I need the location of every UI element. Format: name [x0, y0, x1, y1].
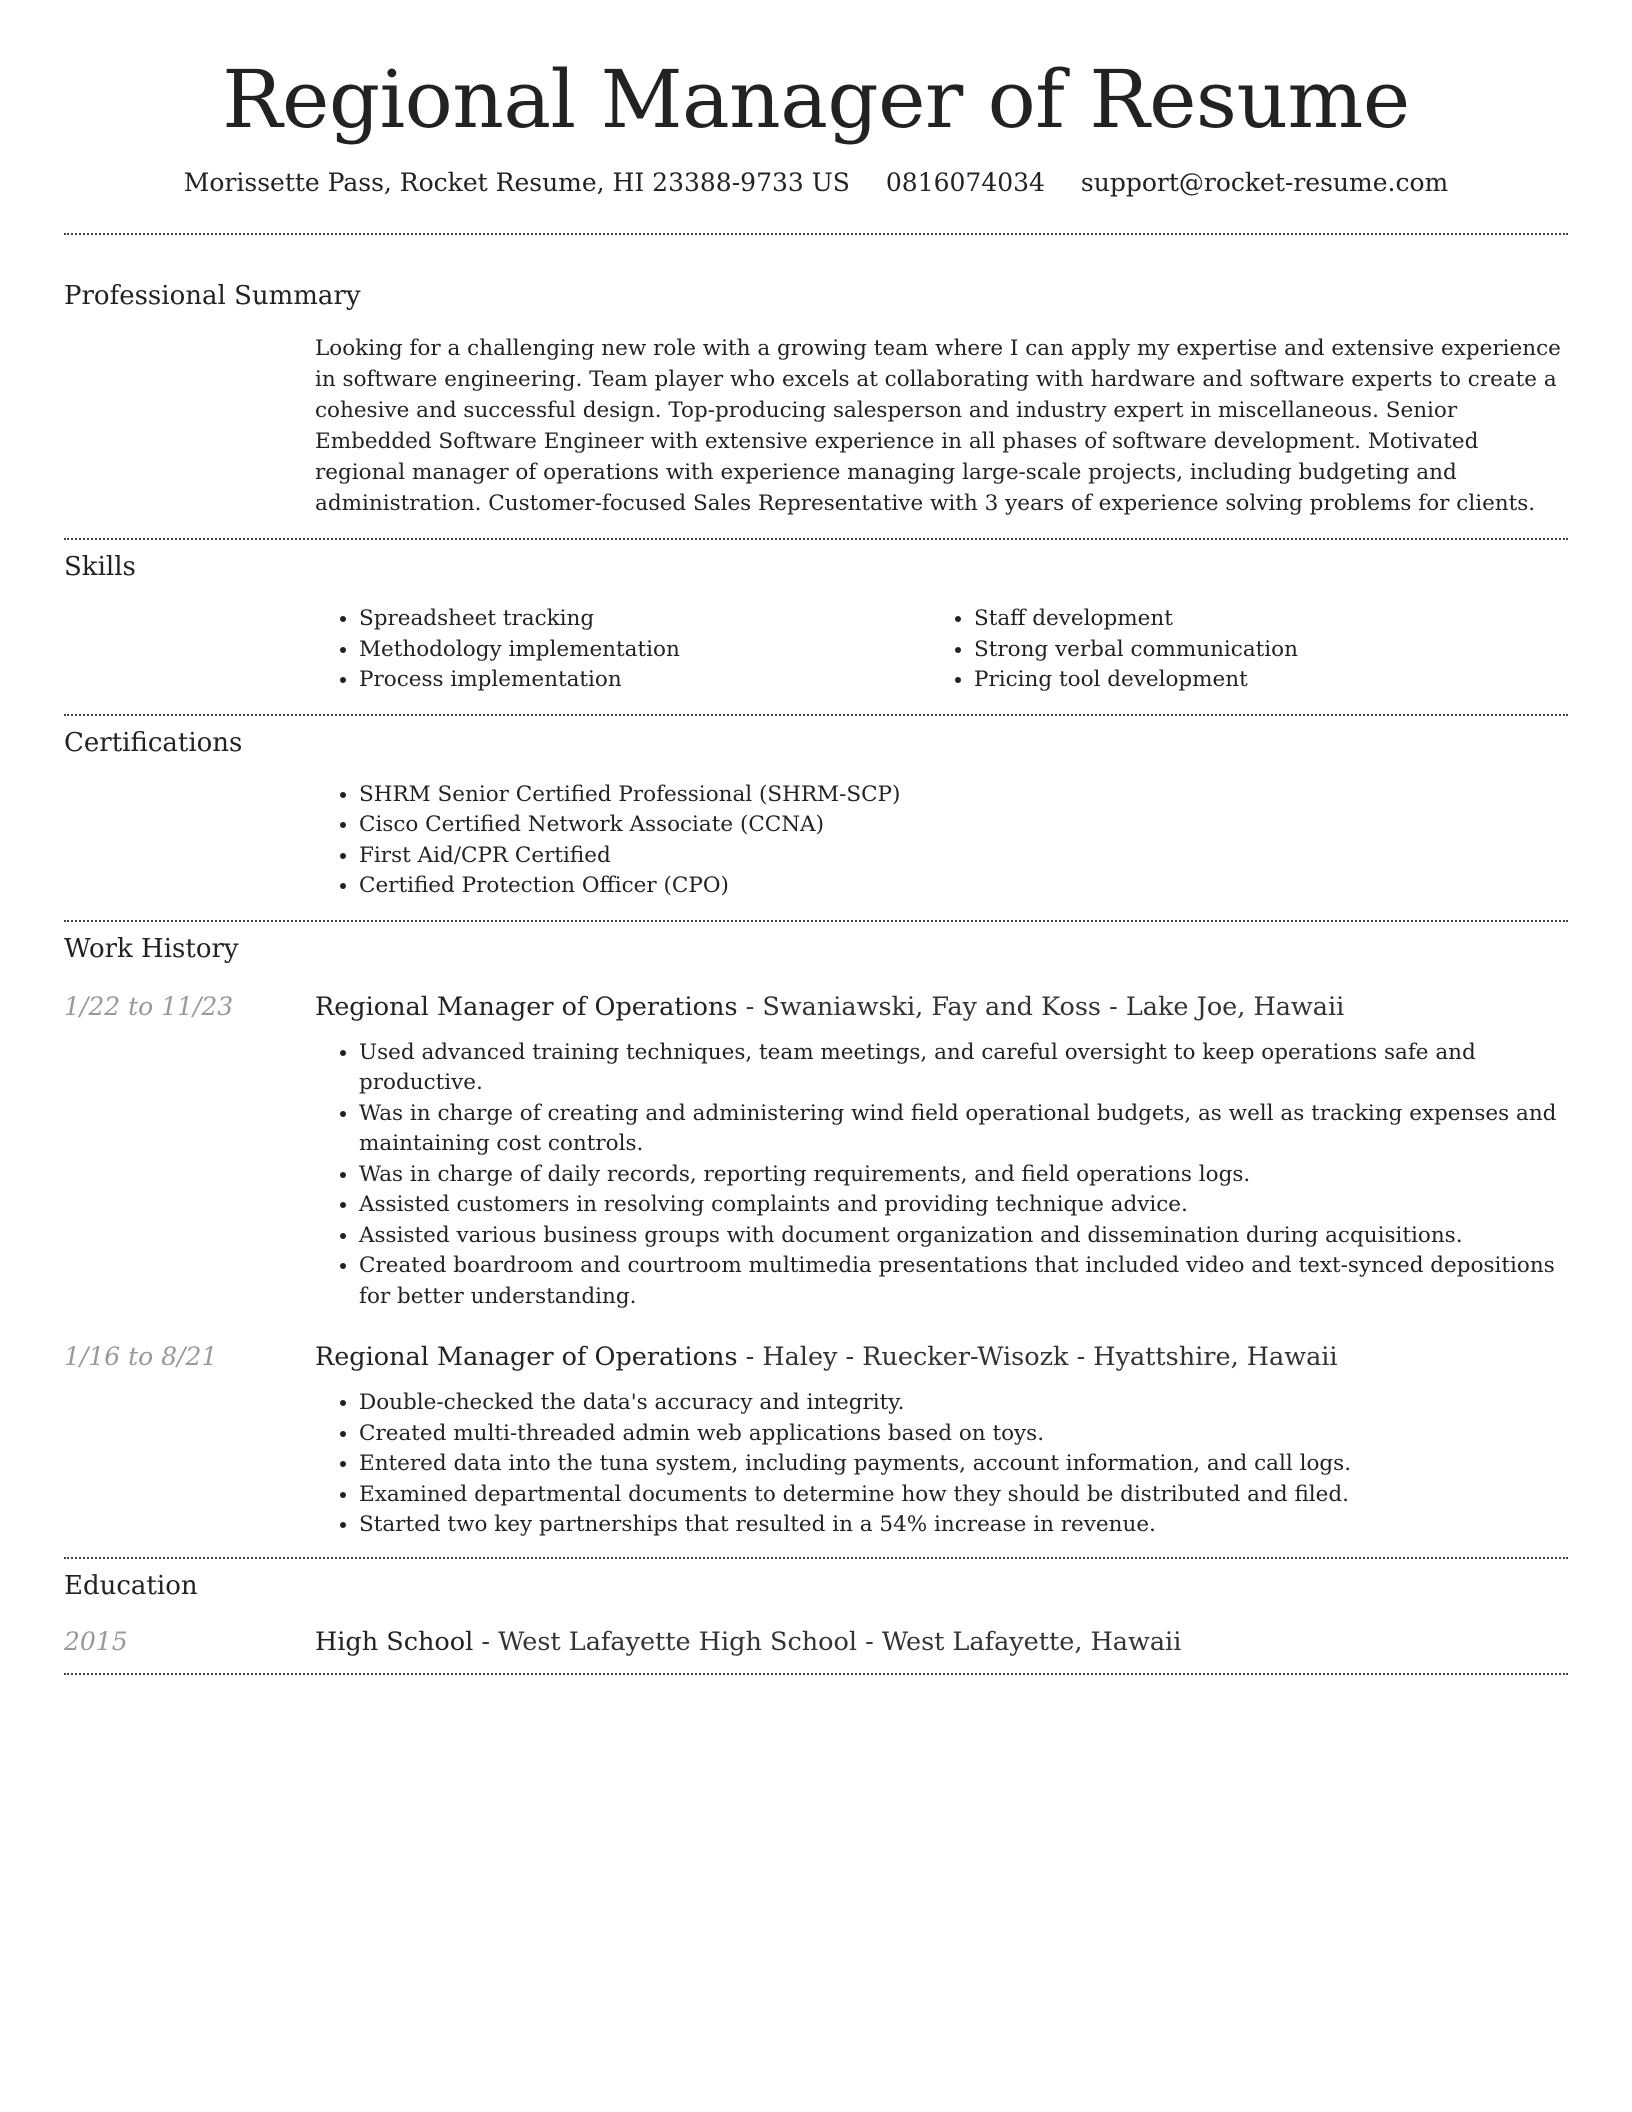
summary-section: [64, 279, 1568, 519]
job-dates: 1/22 to 11/23: [64, 991, 234, 1021]
certifications-list: [315, 780, 1568, 902]
skill-item: • Staff development: [974, 604, 1545, 635]
divider: [64, 920, 1568, 922]
certifications-heading: Certifications: [64, 727, 243, 758]
divider: [64, 1557, 1568, 1559]
job-entry-header: [64, 1340, 1568, 1374]
certifications-bullets: [315, 780, 1568, 902]
summary-heading: Professional Summary: [64, 281, 361, 311]
skill-item: • Methodology implementation: [359, 635, 930, 666]
education-title-line: [315, 1625, 1181, 1659]
job-bullet: • Created boardroom and courtroom multimedia presentations that included video and text-synced depositions for better understanding.: [359, 1251, 1568, 1312]
job-bullet: • Examined departmental documents to determine how they should be distributed and filed.: [359, 1480, 1568, 1511]
education-heading: Education: [64, 1570, 198, 1601]
job-bullet: • Started two key partnerships that resulted in a 54% increase in revenue.: [359, 1510, 1568, 1541]
certification-item: • Cisco Certified Network Associate (CCNA): [359, 810, 1568, 841]
skill-item: • Spreadsheet tracking: [359, 604, 930, 635]
skills-heading: Skills: [64, 552, 136, 582]
skills-section: [64, 550, 1568, 696]
job-bullet: • Double-checked the data's accuracy and integrity.: [359, 1388, 1568, 1419]
skills-list: [315, 604, 1568, 696]
certification-item: • SHRM Senior Certified Professional (SHRM-SCP): [359, 780, 1568, 811]
divider: [64, 714, 1568, 716]
job-dates: 1/16 to 8/21: [64, 1342, 218, 1371]
job-role: Regional Manager of Operations: [315, 991, 738, 1022]
job-bullet: • Assisted customers in resolving complaints and providing technique advice.: [359, 1190, 1568, 1221]
education-school: - West Lafayette High School - West Lafayette, Hawaii: [473, 1626, 1182, 1657]
education-section: [64, 1569, 1568, 1659]
work-history-heading: Work History: [64, 933, 239, 964]
job-bullet: • Used advanced training techniques, team meetings, and careful oversight to keep operations safe and productive.: [359, 1038, 1568, 1099]
education-degree: High School: [315, 1626, 474, 1657]
job-bullet: • Was in charge of creating and administering wind field operational budgets, as well as tracking expenses and maintaining cost controls.: [359, 1099, 1568, 1160]
contact-line: [64, 166, 1568, 200]
education-date: 2015: [64, 1626, 128, 1656]
candidate-name: Regional Manager of Resume: [222, 53, 1410, 146]
job-title-line: [315, 990, 1344, 1024]
skills-column-right: [930, 604, 1545, 696]
divider: [64, 233, 1568, 235]
certification-item: • First Aid/CPR Certified: [359, 841, 1568, 872]
summary-text: Looking for a challenging new role with a growing team where I can apply my expertise and extensive experience in software engineering. Team player who excels at collaborating with hardware and software experts to create a cohesive and successful design. Top-producing salesperson and industry expert in miscellaneous. Senior Embedded Software Engineer with extensive experience in all phases of software development. Motivated regional manager of operations with experience managing large-scale projects, including budgeting and administration. Customer-focused Sales Representative with 3 years of experience solving problems for clients.: [315, 336, 1561, 516]
job-bullet-list: [315, 1038, 1568, 1313]
contact-phone: 0816074034: [885, 168, 1045, 197]
job-role: Regional Manager of Operations: [315, 1342, 738, 1372]
skills-column-left: [315, 604, 930, 696]
education-entry: [64, 1625, 1568, 1659]
skill-item: • Process implementation: [359, 665, 930, 696]
certifications-section: [64, 726, 1568, 902]
summary-body: [315, 333, 1568, 519]
job-title-line: [315, 1340, 1338, 1374]
job-bullet-list: [315, 1388, 1568, 1541]
skill-item: • Pricing tool development: [974, 665, 1545, 696]
job-company: - Swaniawski, Fay and Koss - Lake Joe, Hawaii: [737, 991, 1345, 1022]
contact-email: support@rocket-resume.com: [1080, 168, 1449, 197]
job-bullet: • Created multi-threaded admin web applications based on toys.: [359, 1419, 1568, 1450]
work-history-section: [64, 932, 1568, 1541]
divider: [64, 538, 1568, 540]
job-bullet: • Entered data into the tuna system, including payments, account information, and call logs.: [359, 1449, 1568, 1480]
job-bullets: [315, 1038, 1568, 1313]
job-entry-header: [64, 990, 1568, 1024]
job-bullet: • Was in charge of daily records, reporting requirements, and field operations logs.: [359, 1160, 1568, 1191]
job-company: - Haley - Ruecker-Wisozk - Hyattshire, Hawaii: [737, 1342, 1338, 1372]
job-bullet: • Assisted various business groups with document organization and dissemination during acquisitions.: [359, 1221, 1568, 1252]
skill-item: • Strong verbal communication: [974, 635, 1545, 666]
job-bullets: [315, 1388, 1568, 1541]
contact-address: Morissette Pass, Rocket Resume, HI 23388-9733 US: [183, 168, 850, 197]
certification-item: • Certified Protection Officer (CPO): [359, 871, 1568, 902]
divider: [64, 1673, 1568, 1675]
resume-page: [64, 0, 1568, 1675]
